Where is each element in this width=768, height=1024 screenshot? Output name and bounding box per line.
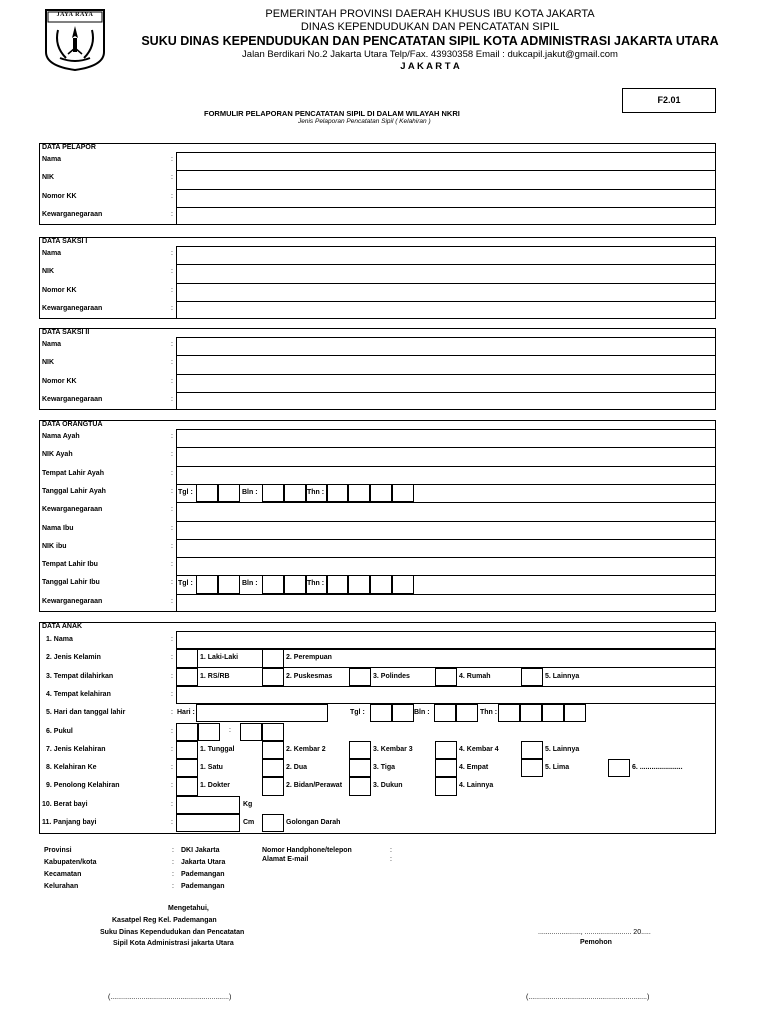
anak-ke-opt-5: 6. ...................... [632,764,683,772]
orangtua-ibu-date-box-1-0[interactable] [262,575,284,593]
orangtua-colon-7: : [171,561,173,569]
saksi1-label-2: Nomor KK [42,286,77,294]
orangtua-input-4[interactable] [177,503,715,519]
orangtua-rule-3 [176,484,716,485]
anak-pukul-box-3[interactable] [262,723,284,741]
orangtua-input-0[interactable] [177,430,715,446]
section-orangtua-title: DATA ORANGTUA [42,421,103,428]
anak-bln-box-1[interactable] [456,704,478,722]
anak-bln-label: Bln : [414,709,430,717]
contact-phone-label: Nomor Handphone/telepon [262,847,352,854]
orangtua-ibu-datelabel-2: Thn : [307,580,325,588]
orangtua-colon-4: : [171,506,173,514]
orangtua-colon-0: : [171,433,173,440]
orangtua-label-2: Tempat Lahir Ayah [42,469,104,477]
anak-colon-9: : [171,800,173,808]
saksi2-label-0: Nama [42,341,62,348]
sign-line-3: Sipil Kota Administrasi jakarta Utara [113,940,234,947]
anak-pukul-box-1[interactable] [198,723,220,741]
saksi2-input-2[interactable] [177,375,715,391]
location-colon-1: : [172,859,174,866]
sign-pemohon: Pemohon [580,939,612,946]
anak-jenis-box-0[interactable] [176,741,198,759]
orangtua-input-2[interactable] [177,467,715,483]
anak-berat-input[interactable] [176,796,240,814]
anak-colon-10: : [171,819,173,826]
orangtua-input-5[interactable] [177,522,715,538]
anak-dilahirkan-opt-4: 5. Lainnya [545,672,580,680]
saksi1-input-2[interactable] [177,284,715,300]
location-value-3: Pademangan [181,883,225,890]
orangtua-ayah-datelabel-1: Bln : [242,488,258,496]
orangtua-colon-1: : [171,451,173,459]
anak-colon-3: : [171,690,173,698]
anak-dilahirkan-box-3[interactable] [435,668,457,686]
form-code: F2.01 [657,95,681,105]
section-saksi2-title: DATA SAKSI II [42,329,90,336]
orangtua-ayah-date-box-2-1[interactable] [348,484,370,502]
location-label-0: Provinsi [44,847,72,854]
orangtua-input-6[interactable] [177,540,715,556]
dki-jakarta-logo [44,8,106,72]
location-value-2: Pademangan [181,871,225,878]
anak-hari-label: Hari : [177,709,195,717]
orangtua-colon-3: : [171,487,173,495]
location-colon-3: : [172,883,174,890]
anak-jenis-opt-1: 2. Kembar 2 [286,745,326,753]
anak-dilahirkan-box-0[interactable] [176,668,198,686]
location-colon-2: : [172,871,174,878]
anak-penolong-box-3[interactable] [435,777,457,795]
form-subtitle: Jenis Pelaporan Pencatatan Sipil ( Kelahiran ) [298,118,431,125]
orangtua-label-5: Nama Ibu [42,524,74,532]
orangtua-colon-8: : [171,579,173,587]
anak-bln-box-0[interactable] [434,704,456,722]
saksi1-colon-0: : [171,250,173,257]
contact-email-colon: : [390,856,392,863]
anak-ke-opt-0: 1. Satu [200,764,223,772]
pelapor-column-rule [176,152,177,225]
anak-golongan-label: Golongan Darah [286,819,341,826]
orangtua-ayah-date-box-0-1[interactable] [218,484,240,502]
anak-colon-7: : [171,764,173,772]
anak-hari-input[interactable] [196,704,328,722]
anak-label-6: 7. Jenis Kelahiran [46,745,106,753]
location-value-0: DKI Jakarta [181,847,220,854]
orangtua-ayah-date-box-2-3[interactable] [392,484,414,502]
orangtua-label-4: Kewarganegaraan [42,506,103,514]
anak-colon-4: : [171,709,173,717]
sign-line-1: Kasatpel Reg Kel. Pademangan [112,917,217,924]
anak-penolong-box-1[interactable] [262,777,284,795]
pelapor-colon-3: : [171,210,173,218]
pelapor-label-2: Nomor KK [42,192,77,200]
anak-dilahirkan-opt-3: 4. Rumah [459,672,491,680]
anak-dilahirkan-opt-0: 1. RS/RB [200,672,230,680]
anak-nama-input[interactable] [176,631,716,649]
anak-dilahirkan-opt-1: 2. Puskesmas [286,672,333,680]
header-dinas: DINAS KEPENDUDUKAN DAN PENCATATAN SIPIL [300,21,560,33]
anak-pukul-box-0[interactable] [176,723,198,741]
saksi1-input-1[interactable] [177,265,715,281]
anak-kelamin-opt-0: 1. Laki-Laki [200,654,239,662]
contact-email-label: Alamat E-mail [262,856,309,863]
anak-jenis-box-1[interactable] [262,741,284,759]
anak-label-8: 9. Penolong Kelahiran [46,782,120,790]
orangtua-label-3: Tanggal Lahir Ayah [42,487,106,495]
orangtua-ayah-date-box-2-2[interactable] [370,484,392,502]
anak-ke-box-4[interactable] [521,759,543,777]
orangtua-ibu-date-box-2-0[interactable] [326,575,348,593]
pelapor-label-1: NIK [42,174,55,182]
orangtua-label-7: Tempat Lahir Ibu [42,561,98,569]
anak-ke-box-1[interactable] [262,759,284,777]
anak-thn-box-1[interactable] [520,704,542,722]
anak-ke-box-5[interactable] [608,759,630,777]
form-code-box [622,88,716,113]
anak-colon-8: : [171,782,173,790]
saksi1-colon-2: : [171,286,173,294]
saksi2-colon-2: : [171,377,173,385]
anak-jenis-box-2[interactable] [349,741,371,759]
saksi1-colon-3: : [171,304,173,312]
anak-colon-5: : [171,727,173,735]
anak-cm-label: Cm [243,819,255,826]
anak-label-2: 3. Tempat dilahirkan [46,672,114,680]
anak-pukul-box-2[interactable] [240,723,262,741]
section-saksi1-title: DATA SAKSI I [42,238,88,245]
anak-ke-opt-2: 3. Tiga [373,764,396,772]
saksi2-input-3[interactable] [177,393,715,409]
pelapor-input-1[interactable] [177,171,715,187]
orangtua-label-9: Kewarganegaraan [42,597,103,605]
anak-colon-2: : [171,672,173,680]
anak-thn-label: Thn : [480,709,498,717]
sign-line-2: Suku Dinas Kependudukan dan Pencatatan [100,929,245,936]
section-pelapor-title: DATA PELAPOR [42,144,96,151]
form-title: FORMULIR PELAPORAN PENCATATAN SIPIL DI DALAM WILAYAH NKRI [204,109,460,118]
anak-tgl-label: Tgl : [350,709,365,717]
anak-jenis-box-4[interactable] [521,741,543,759]
saksi1-label-0: Nama [42,250,62,257]
anak-label-3: 4. Tempat kelahiran [46,690,111,698]
location-label-2: Kecamatan [44,871,82,878]
orangtua-colon-5: : [171,524,173,532]
orangtua-label-8: Tanggal Lahir Ibu [42,579,100,587]
anak-tgl-box-0[interactable] [370,704,392,722]
anak-label-4: 5. Hari dan tanggal lahir [46,709,126,717]
orangtua-input-7[interactable] [177,558,715,574]
anak-colon-0: : [171,636,173,643]
anak-jenis-opt-3: 4. Kembar 4 [459,745,499,753]
anak-jenis-opt-0: 1. Tunggal [200,745,235,753]
anak-tempat-input[interactable] [176,686,716,704]
anak-jenis-box-3[interactable] [435,741,457,759]
anak-penolong-opt-2: 3. Dukun [373,782,403,790]
anak-ke-opt-1: 2. Dua [286,764,308,772]
orangtua-colon-6: : [171,542,173,550]
pelapor-colon-1: : [171,174,173,182]
anak-dilahirkan-box-1[interactable] [262,668,284,686]
orangtua-ibu-date-box-1-1[interactable] [284,575,306,593]
saksi2-label-1: NIK [42,359,55,367]
saksi2-input-0[interactable] [177,338,715,354]
orangtua-ibu-datelabel-1: Bln : [242,580,258,588]
anak-ke-opt-4: 5. Lima [545,764,570,772]
sign-name-left: (.............................................................) [108,994,232,1001]
anak-label-5: 6. Pukul [46,727,73,735]
saksi2-label-2: Nomor KK [42,377,77,385]
orangtua-ayah-datelabel-2: Thn : [307,488,325,496]
location-colon-0: : [172,847,174,854]
orangtua-input-1[interactable] [177,448,715,464]
anak-dilahirkan-box-4[interactable] [521,668,543,686]
anak-dilahirkan-opt-2: 3. Polindes [373,672,410,680]
anak-penolong-opt-0: 1. Dokter [200,782,230,790]
anak-thn-box-0[interactable] [498,704,520,722]
pelapor-label-3: Kewarganegaraan [42,210,103,218]
anak-jenis-opt-2: 3. Kembar 3 [373,745,413,753]
anak-colon-6: : [171,745,173,753]
contact-phone-colon: : [390,847,392,854]
anak-panjang-input[interactable] [176,814,240,832]
anak-colon-1: : [171,654,173,662]
anak-label-9: 10. Berat bayi [42,800,88,808]
anak-label-1: 2. Jenis Kelamin [46,654,101,662]
saksi1-input-0[interactable] [177,247,715,263]
header-suku-dinas: SUKU DINAS KEPENDUDUKAN DAN PENCATATAN SIPIL KOTA ADMINISTRASI JAKARTA UTARA [141,34,719,48]
orangtua-label-6: NIK ibu [42,542,67,550]
saksi1-label-3: Kewarganegaraan [42,304,103,312]
anak-label-7: 8. Kelahiran Ke [46,764,97,772]
orangtua-input-9[interactable] [177,595,715,611]
saksi1-column-rule [176,246,177,319]
saksi2-colon-1: : [171,359,173,367]
orangtua-ibu-date-box-0-0[interactable] [196,575,218,593]
pelapor-colon-2: : [171,192,173,200]
header-address: Jalan Berdikari No.2 Jakarta Utara Telp/Fax. 43930358 Email : dukcapil.jakut@gmail.com [242,49,618,60]
orangtua-ayah-datelabel-0: Tgl : [178,488,193,496]
anak-thn-box-2[interactable] [542,704,564,722]
location-label-3: Kelurahan [44,883,79,890]
saksi1-input-3[interactable] [177,302,715,318]
saksi2-input-1[interactable] [177,356,715,372]
anak-thn-box-3[interactable] [564,704,586,722]
saksi2-colon-3: : [171,395,173,403]
saksi1-colon-1: : [171,268,173,276]
logo-motto: JAYA RAYA [56,12,94,18]
anak-penolong-opt-3: 4. Lainnya [459,782,494,790]
sign-mengetahui: Mengetahui, [168,905,209,912]
header-government: PEMERINTAH PROVINSI DAERAH KHUSUS IBU KOTA JAKARTA [265,8,595,20]
orangtua-ibu-date-box-2-2[interactable] [370,575,392,593]
anak-label-10: 11. Panjang bayi [42,819,97,826]
anak-ke-box-3[interactable] [435,759,457,777]
pelapor-input-0[interactable] [177,153,715,169]
anak-label-0: 1. Nama [46,636,73,643]
orangtua-ayah-date-box-0-0[interactable] [196,484,218,502]
orangtua-ibu-date-box-0-1[interactable] [218,575,240,593]
orangtua-label-1: NIK Ayah [42,451,73,459]
anak-ke-box-2[interactable] [349,759,371,777]
orangtua-ibu-date-box-2-1[interactable] [348,575,370,593]
saksi2-column-rule [176,337,177,410]
pelapor-colon-0: : [171,156,173,163]
anak-jenis-opt-4: 5. Lainnya [545,745,580,753]
section-anak-title: DATA ANAK [42,623,83,630]
orangtua-ayah-date-box-1-0[interactable] [262,484,284,502]
orangtua-ayah-date-box-2-0[interactable] [326,484,348,502]
pelapor-input-2[interactable] [177,190,715,206]
pelapor-label-0: Nama [42,156,62,163]
anak-dilahirkan-box-2[interactable] [349,668,371,686]
anak-golongan-box[interactable] [262,814,284,832]
sign-date-line: ......................, ........................ 20..... [538,929,651,936]
anak-kelamin-row [176,649,716,667]
saksi1-label-1: NIK [42,268,55,276]
location-value-1: Jakarta Utara [181,859,226,866]
anak-tgl-box-1[interactable] [392,704,414,722]
anak-penolong-box-0[interactable] [176,777,198,795]
anak-ke-opt-3: 4. Empat [459,764,489,772]
orangtua-label-0: Nama Ayah [42,433,80,440]
anak-ke-box-0[interactable] [176,759,198,777]
saksi2-colon-0: : [171,341,173,348]
sign-name-right: (.............................................................) [526,994,650,1001]
header-city: J A K A R T A [400,61,460,72]
anak-pukul-sep: : [229,726,231,734]
anak-kelamin-opt-1: 2. Perempuan [286,654,332,662]
orangtua-column-rule [176,429,177,612]
anak-penolong-box-2[interactable] [349,777,371,795]
orangtua-ibu-datelabel-0: Tgl : [178,580,193,588]
anak-penolong-opt-1: 2. Bidan/Perawat [286,782,343,790]
orangtua-ibu-date-box-2-3[interactable] [392,575,414,593]
location-label-1: Kabupaten/kota [44,859,97,866]
pelapor-input-3[interactable] [177,208,715,224]
saksi2-label-3: Kewarganegaraan [42,395,103,403]
orangtua-ayah-date-box-1-1[interactable] [284,484,306,502]
orangtua-colon-9: : [171,597,173,605]
orangtua-colon-2: : [171,469,173,477]
orangtua-rule-8 [176,575,716,576]
anak-kg-label: Kg [243,800,253,808]
